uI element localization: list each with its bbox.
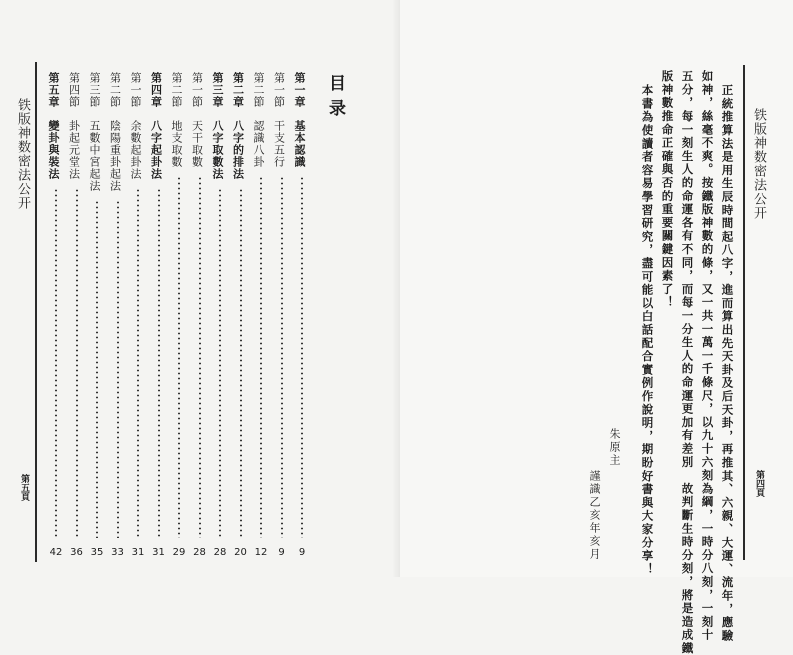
toc-entry-label: 第三節 五數中宮起法 (88, 72, 101, 192)
toc-page-number: 9 (278, 547, 285, 558)
date-line: 謹識乙亥年亥月 (588, 470, 601, 561)
body-line-3: 五分，每一刻生人的命運各有不同，而每一分生人的命運更加有差別 故判斷生時分刻，將是造成鐵 (680, 70, 695, 655)
toc-entry-label: 第二章 八字的排法 (231, 72, 245, 180)
toc-section-entry (171, 72, 187, 558)
toc-page-number: 33 (111, 547, 124, 558)
toc-entry-label: 第五章 變卦與裝法 (47, 72, 60, 180)
left-page-number: 第五頁 (19, 474, 29, 501)
toc-entry-label: 第一節 余數起卦法 (129, 72, 142, 180)
toc-leader-dots (137, 188, 139, 538)
toc-entry-label: 第一節 天干取數 (190, 72, 204, 168)
left-running-title: 铁版神数密法公开 (15, 98, 30, 210)
body-line-4: 版神數推命正確與否的重要關鍵因素了！ (660, 70, 675, 310)
toc-section-entry (274, 72, 290, 558)
toc-leader-dots (240, 188, 242, 538)
toc-leader-dots (55, 188, 57, 538)
toc-entry-label: 第四節 卦起元堂法 (67, 72, 81, 180)
right-page-number: 第四頁 (754, 470, 764, 497)
author-signature: 朱原主 (608, 428, 621, 467)
toc-page-number: 12 (254, 547, 268, 558)
toc-leader-dots (96, 200, 98, 538)
toc-title: 目录 (325, 74, 345, 124)
toc-leader-dots (76, 188, 78, 538)
toc-page-number: 36 (70, 547, 83, 558)
toc-leader-dots (260, 176, 262, 538)
toc-chapter-entry (233, 72, 249, 558)
left-page (0, 0, 400, 577)
right-running-title: 铁版神数密法公开 (751, 108, 766, 220)
toc-leader-dots (199, 176, 201, 538)
toc-entry-label: 第一節 干支五行 (272, 72, 286, 168)
toc-entry-label: 第二節 陰陽重卦起法 (108, 72, 122, 192)
toc-section-entry (192, 72, 208, 558)
toc-page-number: 31 (152, 547, 165, 558)
toc-page-number: 35 (90, 547, 104, 558)
toc-chapter-entry (212, 72, 228, 558)
toc-entry-label: 第四章 八字起卦法 (149, 72, 163, 180)
toc-leader-dots (281, 176, 283, 538)
toc-page-number: 28 (213, 547, 227, 558)
toc-section-entry (110, 72, 126, 558)
right-page (400, 0, 793, 655)
toc-section-entry (69, 72, 85, 558)
toc-chapter-entry (151, 72, 167, 558)
toc-leader-dots (178, 176, 180, 538)
toc-entry-label: 第二節 地支取數 (170, 72, 183, 168)
body-line-2: 如神，絲毫不爽。按鐵版神數的條，又一共一萬一千條尺，以九十六刻為綱，一時分八刻，一刻十 (700, 70, 715, 642)
toc-entry-label: 第三章 八字取數法 (211, 72, 224, 180)
toc-section-entry (253, 72, 269, 558)
toc-page-number: 29 (172, 547, 186, 558)
toc-page-number: 31 (131, 547, 145, 558)
toc-leader-dots (301, 176, 303, 538)
toc-leader-dots (219, 188, 221, 538)
toc-leader-dots (117, 200, 119, 538)
toc-chapter-entry (48, 72, 64, 558)
toc-section-entry (130, 72, 146, 558)
toc-page-number: 42 (49, 547, 63, 558)
toc-leader-dots (158, 188, 160, 538)
toc-entry-label: 第一章 基本認識 (293, 72, 306, 168)
toc-page-number: 20 (234, 547, 247, 558)
toc-page-number: 28 (193, 547, 206, 558)
toc-page-number: 9 (298, 547, 306, 558)
toc-section-entry (89, 72, 105, 558)
toc-chapter-entry (294, 72, 310, 558)
toc-entry-label: 第二節 認識八卦 (252, 72, 265, 168)
body-line-1: 正統推算法是用生辰時間起八字，進而算出先天卦及后天卦，再推其、六親、大運、流年，應驗 (720, 84, 735, 643)
body-line-5: 本書為使讀者容易學習研究，盡可能以白話配合實例作說明，期盼好書與大家分享！ (640, 84, 655, 577)
left-margin-rule (35, 62, 37, 562)
right-margin-rule (743, 65, 745, 560)
